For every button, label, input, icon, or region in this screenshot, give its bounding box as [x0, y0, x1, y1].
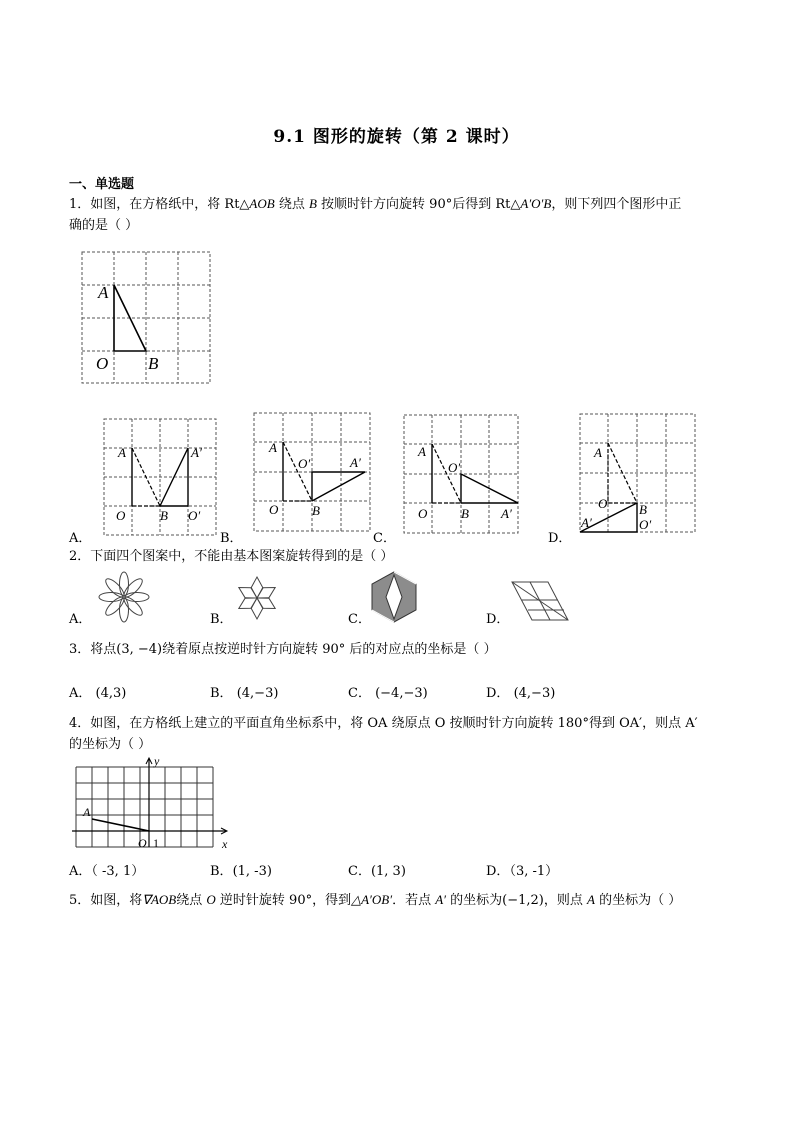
- q3-text-post: 绕着原点按逆时针方向旋转 90° 后的对应点的坐标是（ ）: [162, 642, 497, 657]
- opt-c-label-b: B: [461, 506, 469, 521]
- q3-option-c-label: C．: [348, 686, 371, 701]
- q4-option-b-value: (1, -3): [232, 864, 272, 879]
- q5-point-a: A: [587, 892, 595, 907]
- q4-option-c[interactable]: [348, 860, 406, 879]
- q4-label-o: O: [138, 836, 147, 850]
- q1-option-c-label[interactable]: C．: [373, 531, 396, 546]
- q4-option-c-value: (1, 3): [370, 864, 406, 879]
- q5-text-part: 的坐标为: [446, 893, 503, 908]
- opt-b-label-op: O′: [298, 456, 311, 471]
- q4-option-d[interactable]: [486, 860, 558, 879]
- q3-option-d[interactable]: [486, 682, 555, 701]
- q1-text-part: 绕点: [274, 197, 309, 212]
- q3-option-a[interactable]: [69, 682, 126, 701]
- q4-option-b[interactable]: [210, 860, 272, 879]
- opt-d-label-b: B: [639, 502, 647, 517]
- q2-parallelogram-figure: [508, 578, 572, 624]
- q3-text-pre: 3．将点: [69, 642, 117, 657]
- q1-main-figure: [78, 248, 218, 390]
- q3-option-d-label: D．: [486, 686, 510, 701]
- opt-b-label-a: A: [269, 440, 277, 455]
- q1-text-part: ，则下列四个图形中正: [551, 197, 682, 212]
- opt-d-label-op: O′: [639, 517, 652, 532]
- q3-option-b-label: B．: [210, 686, 233, 701]
- question-1-text: [69, 193, 729, 236]
- q4-axis-x-label: x: [222, 837, 228, 851]
- q4-text-line1: 4．如图，在方格纸上建立的平面直角坐标系中，将 OA 绕原点 O 按顺时针方向旋转 180°得到 OA′，则点 A′: [69, 716, 698, 731]
- q2-option-d-label[interactable]: D．: [486, 612, 510, 627]
- q4-option-b-label: B．: [210, 864, 233, 879]
- q3-option-c[interactable]: [348, 682, 428, 701]
- q2-hexagon-figure: [368, 570, 420, 625]
- q1-triangle-symbol: △: [510, 197, 521, 212]
- q2-flower-figure: [95, 570, 153, 625]
- q2-option-a-label[interactable]: A．: [69, 612, 92, 627]
- section-heading: 一、单选题: [69, 177, 135, 192]
- q4-text-line2: 的坐标为（ ）: [69, 737, 152, 752]
- q3-option-c-value: (−4,−3): [375, 686, 428, 701]
- opt-a-label-a: A: [118, 445, 126, 460]
- q3-option-b[interactable]: [210, 682, 278, 701]
- q1-option-d-figure: [576, 410, 701, 536]
- q4-option-a[interactable]: [69, 860, 144, 879]
- q5-text-part: 5．如图，将: [69, 893, 143, 908]
- opt-b-label-ap: A′: [350, 455, 361, 470]
- q5-text-part: ，则点: [543, 893, 587, 908]
- q1-text-part: 按顺时针方向旋转 90°后得到 Rt: [316, 197, 511, 212]
- opt-d-label-a: A: [594, 445, 602, 460]
- q4-label-a: A: [83, 805, 91, 819]
- q1-label-o: O: [96, 354, 109, 373]
- q4-label-one: 1: [153, 836, 159, 850]
- opt-b-label-o: O: [269, 502, 279, 517]
- opt-a-label-ap: A′: [191, 445, 202, 460]
- q2-option-b-label[interactable]: B．: [210, 612, 233, 627]
- q5-triangle2: △A′OB′: [351, 892, 393, 907]
- q1-text-line2: 确的是（ ）: [69, 218, 139, 233]
- question-2-text: 2．下面四个图案中，不能由基本图案旋转得到的是（ ）: [69, 549, 394, 564]
- question-5-text: [69, 889, 734, 911]
- q4-option-c-label: C．: [348, 864, 371, 879]
- opt-a-label-op: O′: [188, 508, 201, 523]
- q3-option-b-value: (4,−3): [236, 686, 279, 701]
- q1-option-d-label[interactable]: D．: [548, 531, 572, 546]
- q1-triangle-symbol: △: [239, 197, 250, 212]
- q1-point-b: B: [308, 196, 317, 211]
- opt-b-label-b: B: [312, 503, 320, 518]
- q1-option-c-figure: [400, 411, 525, 536]
- q3-option-a-label: A．: [69, 686, 92, 701]
- q1-option-a-figure: [100, 415, 220, 537]
- q4-option-a-value: （ -3, 1）: [91, 864, 145, 879]
- page-title: 9.1 图形的旋转（第 2 课时）: [273, 127, 520, 147]
- q4-option-d-value: （3, -1）: [509, 864, 559, 879]
- question-3-text: [69, 639, 729, 660]
- q1-option-b-figure: [250, 409, 380, 534]
- q3-option-a-value: (4,3): [95, 686, 127, 701]
- q5-text-part: 逆时针旋转 90°，得到: [215, 893, 352, 908]
- opt-a-label-b: B: [160, 508, 168, 523]
- opt-c-label-a: A: [418, 444, 426, 459]
- opt-d-label-ap: A′: [581, 515, 592, 530]
- opt-c-label-op: O′: [448, 460, 461, 475]
- q2-star-figure: [232, 572, 282, 624]
- q5-text-part: 的坐标为（ ）: [594, 893, 682, 908]
- q1-option-b-label[interactable]: B．: [220, 531, 243, 546]
- q5-point-ap: A′: [435, 892, 446, 907]
- q3-point: (3, −4): [116, 642, 163, 657]
- q1-label-a: A: [98, 283, 109, 302]
- q3-option-d-value: (4,−3): [513, 686, 556, 701]
- q4-option-d-label: D．: [486, 864, 510, 879]
- question-4-text: [69, 713, 729, 755]
- q1-option-a-label[interactable]: A．: [69, 531, 92, 546]
- q1-aob: AOB: [249, 196, 275, 211]
- opt-a-label-o: O: [116, 508, 126, 523]
- opt-c-label-ap: A′: [501, 506, 512, 521]
- q2-option-c-label[interactable]: C．: [348, 612, 371, 627]
- q5-text-part: ．若点: [392, 893, 436, 908]
- q1-label-b: B: [148, 354, 159, 373]
- q1-text-part: 1．如图，在方格纸中，将 Rt: [69, 197, 240, 212]
- q5-text-part: 绕点: [176, 893, 207, 908]
- opt-c-label-o: O: [418, 506, 428, 521]
- q5-point-o: O: [206, 892, 216, 907]
- q4-grid-figure: [70, 755, 235, 853]
- q4-option-a-label: A．: [69, 864, 92, 879]
- opt-d-label-o: O: [598, 496, 608, 511]
- q5-coord: (−1,2): [502, 893, 544, 908]
- q1-aob2: A′O′B: [520, 196, 552, 211]
- q4-axis-y-label: y: [154, 755, 160, 768]
- q5-triangle: ∇AOB: [142, 892, 177, 907]
